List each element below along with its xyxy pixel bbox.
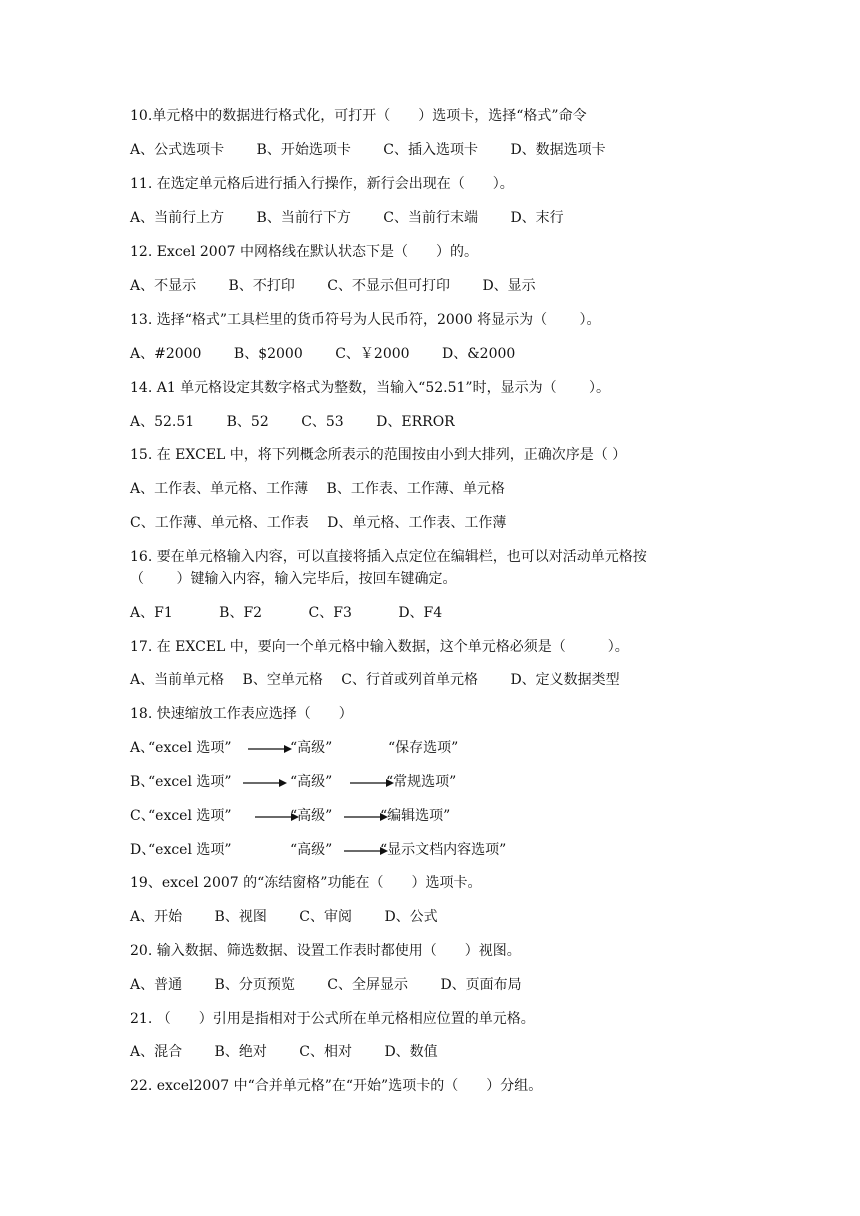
- question-19-options: A、开始 B、视图 C、审阅 D、公式: [130, 909, 438, 925]
- question-22: 22. excel2007 中“合并单元格”在“开始”选项卡的（ ）分组。: [130, 1078, 543, 1094]
- question-21-options: A、混合 B、绝对 C、相对 D、数值: [130, 1044, 438, 1060]
- question-13-options: A、#2000 B、$2000 C、￥2000 D、&2000: [130, 346, 516, 362]
- question-16: 16. 要在单元格输入内容，可以直接将插入点定位在编辑栏，也可以对活动单元格按: [130, 549, 647, 565]
- option-letter: C、: [130, 808, 155, 824]
- option-step-3: “显示文档内容选项”: [380, 842, 507, 858]
- option-step-2: “高级”: [290, 808, 333, 824]
- right-arrow-icon: [248, 742, 292, 754]
- question-15: 15. 在 EXCEL 中，将下列概念所表示的范围按由小到大排列，正确次序是（ ）: [130, 447, 627, 463]
- question-14: 14. A1 单元格设定其数字格式为整数，当输入“52.51”时，显示为（ ）。: [130, 380, 611, 396]
- question-18-option-d: [130, 841, 690, 859]
- question-12-options: A、不显示 B、不打印 C、不显示但可打印 D、显示: [130, 278, 536, 294]
- question-10: 10.单元格中的数据进行格式化，可打开（ ）选项卡，选择“格式”命令: [130, 108, 587, 124]
- question-10-options: A、公式选项卡 B、开始选项卡 C、插入选项卡 D、数据选项卡: [130, 142, 606, 158]
- option-step-3: “保存选项”: [388, 740, 459, 756]
- question-18-option-b: [130, 773, 690, 791]
- question-15-options-cd: C、工作薄、单元格、工作表 D、单元格、工作表、工作薄: [130, 515, 507, 531]
- question-18-option-c: [130, 807, 690, 825]
- option-step-3: “常规选项”: [386, 774, 457, 790]
- question-14-options: A、52.51 B、52 C、53 D、ERROR: [130, 414, 455, 430]
- option-letter: B、: [130, 774, 155, 790]
- option-letter: D、: [130, 842, 156, 858]
- right-arrow-icon: [243, 776, 287, 788]
- question-11: 11. 在选定单元格后进行插入行操作，新行会出现在（ ）。: [130, 176, 514, 192]
- question-18: 18. 快速缩放工作表应选择（ ）: [130, 706, 353, 722]
- question-21: 21. （ ）引用是指相对于公式所在单元格相应位置的单元格。: [130, 1011, 535, 1027]
- option-step-2: “高级”: [290, 774, 333, 790]
- question-19: 19、excel 2007 的“冻结窗格”功能在（ ）选项卡。: [130, 875, 482, 891]
- question-18-option-a: [130, 739, 690, 757]
- question-15-options-ab: A、工作表、单元格、工作薄 B、工作表、工作薄、单元格: [130, 481, 505, 497]
- question-16-cont: （ ）键输入内容，输入完毕后，按回车键确定。: [130, 571, 457, 587]
- question-12: 12. Excel 2007 中网格线在默认状态下是（ ）的。: [130, 244, 478, 260]
- question-20-options: A、普通 B、分页预览 C、全屏显示 D、页面布局: [130, 977, 522, 993]
- question-11-options: A、当前行上方 B、当前行下方 C、当前行末端 D、末行: [130, 210, 564, 226]
- option-step-3: “编辑选项”: [380, 808, 451, 824]
- question-20: 20. 输入数据、筛选数据、设置工作表时都使用（ ）视图。: [130, 943, 521, 959]
- option-step-1: “excel 选项”: [148, 842, 232, 858]
- question-13: 13. 选择“格式”工具栏里的货币符号为人民币符，2000 将显示为（ ）。: [130, 312, 601, 328]
- option-step-1: “excel 选项”: [148, 774, 232, 790]
- option-step-1: “excel 选项”: [148, 808, 232, 824]
- question-17-options: A、当前单元格 B、空单元格 C、行首或列首单元格 D、定义数据类型: [130, 672, 620, 688]
- question-17: 17. 在 EXCEL 中，要向一个单元格中输入数据，这个单元格必须是（ ）。: [130, 639, 629, 655]
- option-letter: A、: [130, 740, 155, 756]
- option-step-1: “excel 选项”: [148, 740, 232, 756]
- option-step-2: “高级”: [290, 842, 333, 858]
- question-16-options: A、F1 B、F2 C、F3 D、F4: [130, 605, 443, 621]
- option-step-2: “高级”: [290, 740, 333, 756]
